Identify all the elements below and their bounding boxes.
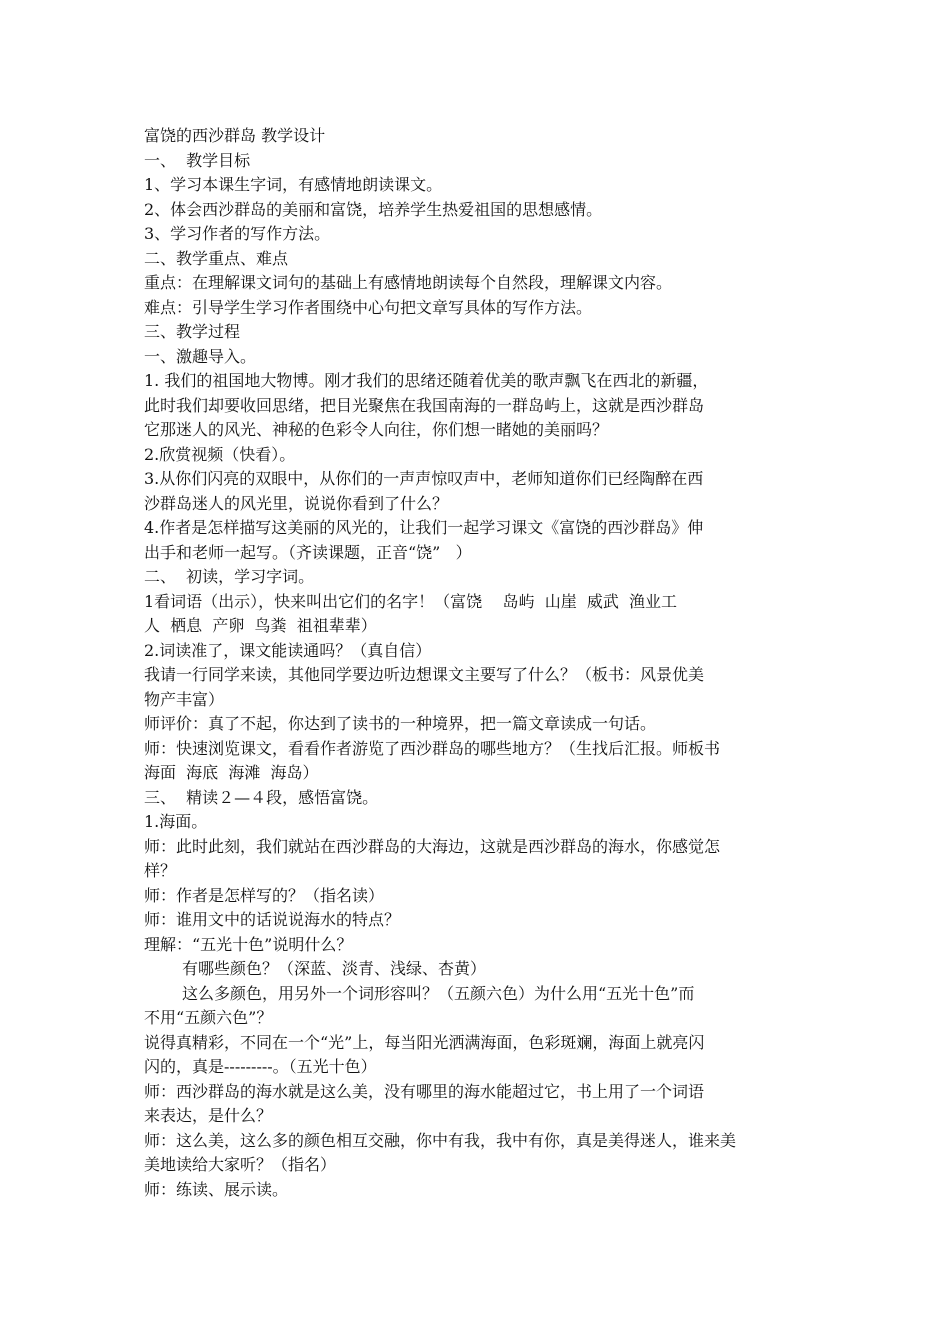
- section-heading: 一、 教学目标: [144, 150, 251, 170]
- section-heading: 二、教学重点、难点: [144, 248, 289, 268]
- text-line: 师：这么美，这么多的颜色相互交融，你中有我，我中有你，真是美得迷人，谁来美: [144, 1130, 737, 1150]
- text-line: 此时我们却要收回思绪，把目光聚焦在我国南海的一群岛屿上，这就是西沙群岛: [144, 395, 705, 415]
- section-heading: 三、教学过程: [144, 322, 241, 341]
- text-line: 样？: [144, 861, 177, 880]
- text-line: 师：谁用文中的话说说海水的特点？: [144, 910, 401, 929]
- text-line: 师：西沙群岛的海水就是这么美，没有哪里的海水能超过它，书上用了一个词语: [144, 1081, 705, 1101]
- text-line: 闪的，真是---------。（五光十色）: [144, 1057, 377, 1076]
- text-line: 来表达，是什么？: [144, 1106, 273, 1125]
- text-line: 4.作者是怎样描写这美丽的风光的，让我们一起学习课文《富饶的西沙群岛》伸: [144, 518, 704, 537]
- text-line: 海面 海底 海滩 海岛）: [144, 763, 319, 782]
- text-line: 3、学习作者的写作方法。: [144, 224, 331, 243]
- text-line: 3.从你们闪亮的双眼中，从你们的一声声惊叹声中，老师知道你们已经陶醉在西: [144, 469, 704, 488]
- text-line: 难点：引导学生学习作者围绕中心句把文章写具体的写作方法。: [144, 297, 593, 317]
- section-heading: 一、激趣导入。: [144, 346, 257, 366]
- text-line: 沙群岛迷人的风光里，说说你看到了什么？: [144, 493, 449, 513]
- text-line: 不用“五颜六色”？: [144, 1008, 273, 1027]
- text-line: 2.词读准了，课文能读通吗？（真自信）: [144, 640, 432, 660]
- text-line: 1看词语（出示），快来叫出它们的名字！（富饶 岛屿 山崖 威武 渔业工: [144, 591, 678, 611]
- text-line: 我请一行同学来读，其他同学要边听边想课文主要写了什么？（板书：风景优美: [144, 665, 705, 684]
- text-line: 师：作者是怎样写的？（指名读）: [144, 885, 385, 905]
- text-line: 物产丰富）: [144, 689, 225, 709]
- section-heading: 二、 初读，学习字词。: [144, 567, 315, 586]
- text-line: 师评价：真了不起，你达到了读书的一种境界，把一篇文章读成一句话。: [144, 714, 657, 733]
- text-line: 1.海面。: [144, 812, 208, 831]
- document-body: [144, 124, 810, 1202]
- text-line: 师：练读、展示读。: [144, 1179, 289, 1199]
- text-line: 出手和老师一起写。（齐读课题，正音“饶” ）: [144, 542, 472, 562]
- text-line: 有哪些颜色？（深蓝、淡青、浅绿、杏黄）: [182, 959, 487, 978]
- text-line: 2.欣赏视频（快看）。: [144, 444, 296, 464]
- text-line: 理解：“五光十色”说明什么？: [144, 934, 353, 954]
- section-heading: 三、 精读２—４段，感悟富饶。: [144, 787, 379, 807]
- document-title: 富饶的西沙群岛 教学设计: [144, 126, 326, 145]
- text-line: 1. 我们的祖国地大物博。刚才我们的思绪还随着优美的歌声飘飞在西北的新疆，: [144, 371, 709, 390]
- text-line: 说得真精彩，不同在一个“光”上，每当阳光洒满海面，色彩斑斓，海面上就亮闪: [144, 1032, 705, 1052]
- text-line: 人 栖息 产卵 鸟粪 祖祖辈辈）: [144, 616, 377, 635]
- text-line: 1、学习本课生字词，有感情地朗读课文。: [144, 175, 443, 194]
- text-line: 师：此时此刻，我们就站在西沙群岛的大海边，这就是西沙群岛的海水，你感觉怎: [144, 836, 721, 856]
- text-line: 美地读给大家听？（指名）: [144, 1155, 337, 1174]
- text-line: 这么多颜色，用另外一个词形容叫？（五颜六色）为什么用“五光十色”而: [182, 983, 695, 1003]
- text-line: 重点：在理解课文词句的基础上有感情地朗读每个自然段，理解课文内容。: [144, 273, 673, 292]
- text-line: 2、体会西沙群岛的美丽和富饶，培养学生热爱祖国的思想感情。: [144, 199, 603, 219]
- text-line: 它那迷人的风光、神秘的色彩令人向往，你们想一睹她的美丽吗？: [144, 420, 609, 439]
- text-line: 师：快速浏览课文，看看作者游览了西沙群岛的哪些地方？（生找后汇报。师板书: [144, 738, 721, 758]
